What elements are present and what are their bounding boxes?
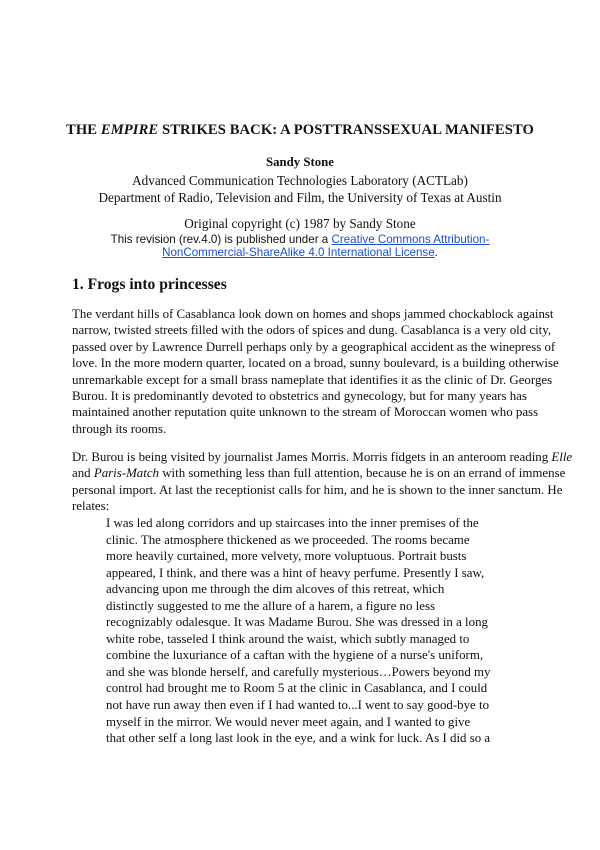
affiliation-line-2: Department of Radio, Television and Film, the University of Texas at Austin [98,190,502,206]
paragraph-text: with something less than full attention, because he is on an errand of immense [159,466,566,481]
paragraph-text: Dr. Burou is being visited by journalist James Morris. Morris fidgets in an anteroom reading [72,450,552,464]
document-title [0,122,600,139]
affiliation-line-1: Advanced Communication Technologies Laboratory (ACTLab) [132,172,468,188]
paragraph-1 [72,306,559,437]
paragraph-2 [72,449,573,515]
quote-line: more heavily curtained, more velvety, more voluptuous. Portrait busts [106,549,467,564]
license-notice [0,233,600,260]
quote-line: appeared, I think, and there was a hint of heavy perfume. Presently I saw, [106,565,485,580]
title-suffix: STRIKES BACK: A POSTTRANSSEXUAL MANIFESTO [158,122,534,138]
paragraph-text: and [72,466,94,481]
quote-line: not have run away then even if I had wanted to...I went to say good-bye to [106,698,490,713]
license-link-part-2[interactable]: NonCommercial-ShareAlike 4.0 International License [162,246,435,260]
paragraph-line: passed over by Lawrence Durrell perhaps only by a geographical accident as the winepress of [72,339,556,354]
quote-line: white robe, tasseled I think around the waist, which subtly managed to [106,631,470,646]
quote-line: distinctly suggested to me the allure of a harem, a figure no less [106,598,435,613]
license-link-part-1[interactable]: Creative Commons Attribution- [331,233,490,246]
quote-line: I was led along corridors and up staircases into the inner premises of the [106,516,479,530]
paragraph-line: relates: [72,499,110,514]
title-prefix: THE [65,122,101,138]
quote-line: myself in the mirror. We would never meet again, and I wanted to give [106,714,471,729]
paragraph-line: Burou. It is predominantly devoted to obstetrics and gynecology, but for many years has [72,389,527,404]
license-suffix: . [434,246,438,260]
quote-line: and she was blonde herself, and carefully mysterious…Powers beyond my [106,664,491,679]
paragraph-line: narrow, twisted streets filled with the odors of spices and dung. Casablanca is a very old city, [72,323,552,338]
quote-line: advancing upon me through the dim alcoves of this retreat, which [106,582,445,597]
paragraph-line [72,449,573,465]
section-heading: 1. Frogs into princesses [72,276,227,293]
quote-line: combine the luxuriance of a caftan with the hygiene of a nurse's uniform, [106,648,484,663]
paragraph-line: unremarkable except for a small brass nameplate that identifies it as the clinic of Dr. Georges [72,372,553,387]
quote-line: recognizably odalesque. It was Madame Burou. She was dressed in a long [106,615,488,630]
paragraph-line: through its rooms. [72,421,167,436]
paragraph-line: love. In the more modern quarter, located on a broad, sunny boulevard, is a building otherwise [72,356,559,371]
publication-title: Elle [551,450,573,464]
block-quote [106,515,491,747]
paragraph-line [72,465,566,481]
quote-line: clinic. The atmosphere thickened as we proceeded. The rooms became [106,532,470,547]
title-emphasis: EMPIRE [100,122,159,138]
author-block [0,154,600,207]
author-name: Sandy Stone [266,155,334,169]
publication-title: Paris-Match [93,466,160,481]
quote-line: control had brought me to Room 5 at the clinic in Casablanca, and I could [106,681,488,696]
paragraph-line: The verdant hills of Casablanca look down on homes and shops jammed chockablock against [72,307,554,321]
license-prefix: This revision (rev.4.0) is published under a [110,233,332,246]
quote-line: that other self a long last look in the eye, and a wink for luck. As I did so a [106,731,491,746]
paragraph-line: personal import. At last the receptionist calls for him, and he is shown to the inner sanctum. He [72,482,563,497]
paragraph-line: maintained another reputation quite unknown to the stream of Moroccan women who pass [72,405,539,420]
copyright-notice: Original copyright (c) 1987 by Sandy Stone [184,216,416,231]
